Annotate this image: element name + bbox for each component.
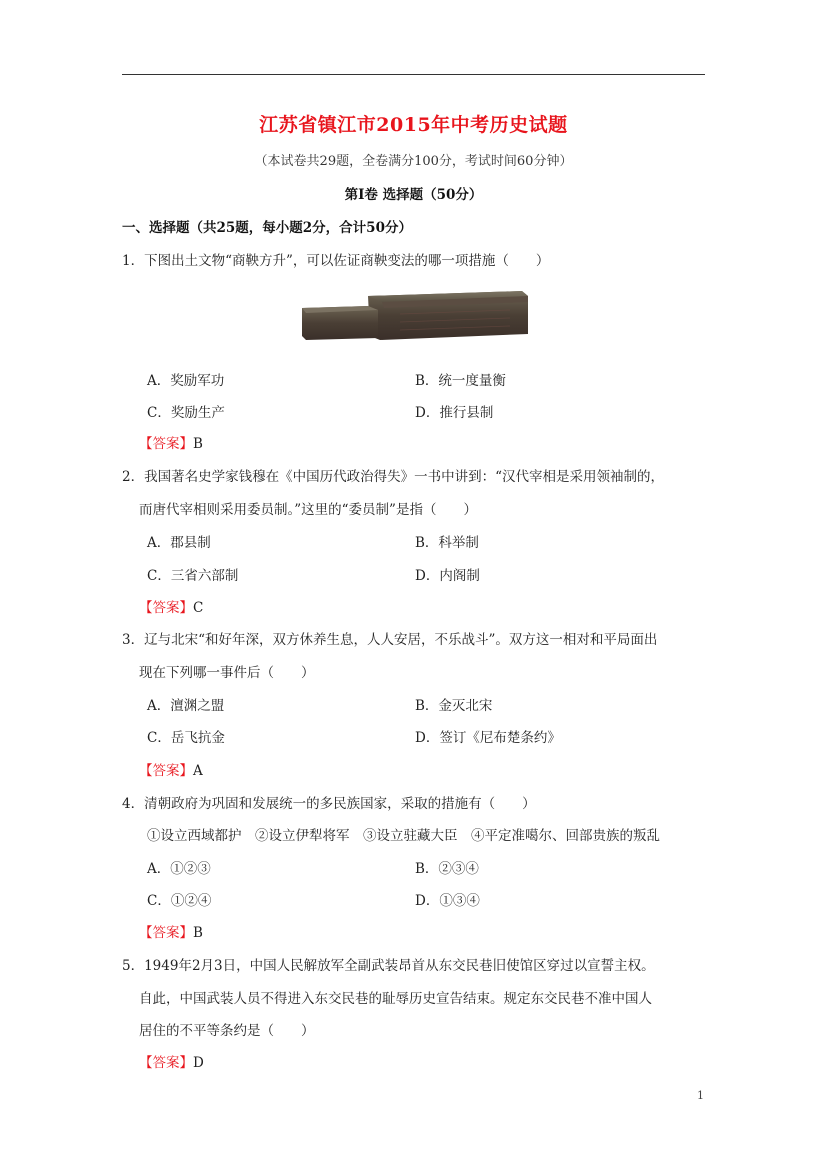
option-b: B．统一度量衡 [415, 373, 506, 389]
option-b: B．②③④ [415, 861, 479, 877]
exam-subtitle: （本试卷共29题，全卷满分100分，考试时间60分钟） [254, 154, 573, 169]
answer [139, 432, 203, 452]
option-a: A．奖励军功 [147, 373, 225, 389]
option-c: C．三省六部制 [147, 568, 239, 584]
option-b: B．科举制 [415, 535, 479, 551]
answer-value: D [193, 1055, 204, 1071]
option-c: C．岳飞抗金 [147, 730, 225, 746]
answer-value: C [193, 600, 204, 616]
answer-tag: 【答案】 [139, 925, 193, 941]
question-5-stem-line-3: 居住的不平等条约是（ ） [139, 1023, 315, 1039]
artifact-illustration-icon [300, 286, 530, 344]
answer-tag: 【答案】 [139, 600, 193, 616]
question-1-stem: 1．下图出土文物“商鞅方升”，可以佐证商鞅变法的哪一项措施（ ） [122, 253, 550, 269]
part-title: 第Ⅰ卷 选择题（50分） [344, 187, 483, 203]
shang-yang-square-sheng-image [300, 286, 530, 344]
question-3-stem-line-2: 现在下列哪一事件后（ ） [139, 665, 315, 681]
option-a: A．①②③ [147, 861, 211, 877]
answer [139, 1051, 204, 1071]
option-d: D．推行县制 [415, 405, 494, 421]
question-5-stem-line-1: 5．1949年2月3日，中国人民解放军全副武装昂首从东交民巷旧使馆区穿过以宣誓主权。 [122, 958, 655, 974]
answer-tag: 【答案】 [139, 436, 193, 452]
section-title: 一、选择题（共25题，每小题2分，合计50分） [122, 220, 412, 236]
answer [139, 596, 203, 616]
page-title: 江苏省镇江市2015年中考历史试题 [259, 114, 568, 136]
answer-tag: 【答案】 [139, 763, 193, 779]
option-d: D．内阁制 [415, 568, 480, 584]
question-4-stem-line-1: 4．清朝政府为巩固和发展统一的多民族国家，采取的措施有（ ） [122, 796, 536, 812]
answer-value: A [193, 763, 203, 779]
answer [139, 759, 203, 779]
option-d: D．①③④ [415, 893, 480, 909]
option-c: C．奖励生产 [147, 405, 225, 421]
question-2-stem-line-1: 2．我国著名史学家钱穆在《中国历代政治得失》一书中讲到：“汉代宰相是采用领袖制的， [122, 469, 664, 485]
question-3-stem-line-1: 3．辽与北宋“和好年深，双方休养生息，人人安居，不乐战斗”。双方这一相对和平局面出 [122, 632, 658, 648]
question-4-items: ①设立西域都护 ②设立伊犁将军 ③设立驻藏大臣 ④平定准噶尔、回部贵族的叛乱 [147, 828, 660, 844]
option-a: A．澶渊之盟 [147, 698, 225, 714]
page-number: 1 [697, 1089, 704, 1102]
option-c: C．①②④ [147, 893, 212, 909]
question-5-stem-line-2: 自此，中国武装人员不得进入东交民巷的耻辱历史宣告结束。规定东交民巷不准中国人 [139, 991, 652, 1007]
question-2-stem-line-2: 而唐代宰相则采用委员制。”这里的“委员制”是指（ ） [139, 502, 477, 518]
answer-value: B [193, 436, 203, 452]
answer-tag: 【答案】 [139, 1055, 193, 1071]
answer-value: B [193, 925, 203, 941]
header-rule [122, 74, 705, 75]
option-d: D．签订《尼布楚条约》 [415, 730, 561, 746]
option-b: B．金灭北宋 [415, 698, 493, 714]
answer [139, 921, 203, 941]
option-a: A．郡县制 [147, 535, 211, 551]
